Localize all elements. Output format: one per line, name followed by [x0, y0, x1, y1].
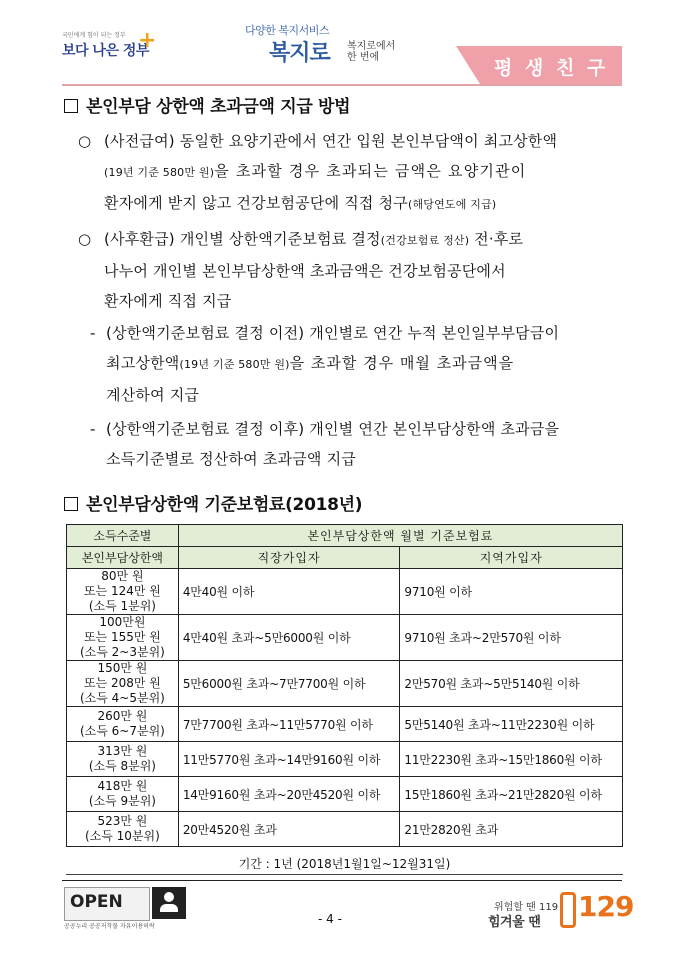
sub2-line1: (상한액기준보험료 결정 이후) 개인별 연간 본인부담상한액 초과금을	[106, 420, 560, 438]
item1-line1: (사전급여) 동일한 요양기관에서 연간 입원 본인부담액이 최고상한액	[104, 132, 558, 150]
sub1-line2-text: 최고상한액	[106, 354, 180, 372]
row-regional-premium: 21만2820원 초과	[400, 812, 623, 847]
sub2-line2: 소득기준별로 정산하여 초과금액 지급	[106, 450, 356, 468]
row-income-label	[67, 742, 179, 777]
item1-line2-text: 을 초과할 경우 초과되는 금액은 요양기관이	[214, 162, 527, 180]
row-income-label	[67, 569, 179, 615]
table-col-regional: 지역가입자	[400, 547, 623, 569]
row-income-label-line: 100만원	[99, 615, 146, 629]
row-income-label	[67, 777, 179, 812]
item1-line3-note: (해당연도에 지급)	[407, 198, 497, 211]
table-group-header: 본인부담상한액 월별 기준보험료	[178, 525, 622, 547]
subitem-after-decision	[90, 414, 624, 474]
row-employee-premium: 5만6000원 초과~7만7700원 이하	[178, 661, 400, 707]
banner-text: 평 생 친 구	[494, 57, 609, 79]
row-regional-premium: 11만2230원 초과~15만1860원 이하	[400, 742, 623, 777]
section-title-payment-method	[64, 92, 350, 117]
item2-line1-note: (건강보험료 정산)	[380, 234, 470, 247]
sub1-line2-tail: 을 초과할 경우 매월 초과금액을	[289, 354, 515, 372]
sub1-line2	[106, 348, 624, 380]
row-employee-premium: 14만9160원 초과~20만4520원 이하	[178, 777, 400, 812]
row-employee-premium: 20만4520원 초과	[178, 812, 400, 847]
bokjiro-tagline: 다양한 복지서비스	[245, 24, 330, 37]
row-employee-premium: 4만40원 이하	[178, 569, 400, 615]
item1-line3-text: 환자에게 받지 않고 건강보험공단에 직접 청구	[104, 194, 408, 212]
attribution-icon	[152, 887, 186, 919]
table-row	[67, 569, 623, 615]
banner-tail-shape	[456, 46, 480, 84]
item-refund	[78, 224, 624, 316]
item2-line2: 나누어 개인별 본인부담상한액 초과금액은 건강보험공단에서	[104, 262, 506, 280]
item2-line1-tail: 전·후로	[469, 230, 524, 248]
row-income-label-line: 또는 208만 원	[83, 676, 161, 690]
row-regional-premium: 15만1860원 초과~21만2820원 이하	[400, 777, 623, 812]
row-income-label	[67, 615, 179, 661]
section-title-text: 본인부담 상한액 초과금액 지급 방법	[86, 97, 351, 117]
table-corner-header-top: 소득수준별	[67, 525, 179, 547]
sub1-line1: (상한액기준보험료 결정 이전) 개인별로 연간 누적 본인일부부담금이	[106, 324, 560, 342]
hotline-line1: 위험할 땐 119	[494, 902, 559, 913]
header-banner	[480, 46, 622, 84]
row-employee-premium: 7만7700원 초과~11만5770원 이하	[178, 707, 400, 742]
hotline-129-logo	[484, 884, 634, 930]
item1-line2-note: (19년 기준 580만 원)	[104, 166, 215, 179]
row-regional-premium: 9710원 이하	[400, 569, 623, 615]
item2-line3: 환자에게 직접 지급	[104, 292, 232, 310]
government-logo	[62, 28, 157, 66]
table-row	[67, 661, 623, 707]
row-income-label	[67, 707, 179, 742]
table-subheader-row	[67, 547, 623, 569]
sub1-line3: 계산하여 지급	[106, 386, 200, 404]
item1-line2	[104, 156, 624, 188]
row-income-label-line: (소득 1분위)	[88, 599, 156, 613]
row-income-label-line: (소득 8분위)	[88, 759, 156, 773]
government-logo-slogan: 국민에게 힘이 되는 정부	[62, 32, 126, 39]
item2-line1-text: (사후환급) 개인별 상한액기준보험료 결정	[104, 230, 381, 248]
circle-bullet-icon: ○	[78, 132, 92, 150]
table-row	[67, 707, 623, 742]
row-income-label	[67, 661, 179, 707]
table-row	[67, 812, 623, 847]
plus-icon: +	[138, 28, 157, 53]
row-employee-premium: 11만5770원 초과~14만9160원 이하	[178, 742, 400, 777]
subitem-before-decision	[90, 318, 624, 410]
premium-table	[66, 524, 623, 847]
phone-icon	[560, 892, 576, 928]
row-regional-premium: 2만570원 초과~5만5140원 이하	[400, 661, 623, 707]
open-logo-caption: 공공누리 공공저작물 자유이용허락	[64, 923, 155, 930]
page-number: - 4 -	[318, 912, 342, 926]
dash-bullet: -	[90, 420, 96, 438]
table-body	[67, 569, 623, 847]
bokjiro-brand: 복지로	[269, 41, 330, 66]
period-note: 기간 : 1년 (2018년1월1일~12월31일)	[238, 857, 451, 871]
row-income-label-line: 523만 원	[97, 814, 148, 828]
dash-bullet: -	[90, 324, 96, 342]
row-income-label-line: 313만 원	[97, 744, 148, 758]
government-logo-text: 보다 나은 정부	[62, 43, 149, 59]
section-title-text: 본인부담상한액 기준보험료(2018년)	[86, 495, 363, 515]
item2-line1	[104, 224, 624, 256]
kogl-open-logo	[64, 887, 188, 929]
row-regional-premium: 9710원 초과~2만570원 이하	[400, 615, 623, 661]
checkbox-square-icon	[64, 497, 78, 511]
sub1-line2-note: (19년 기준 580만 원)	[179, 358, 290, 371]
row-income-label-line: (소득 6~7분위)	[79, 724, 165, 738]
section-title-reference-premium	[64, 490, 362, 515]
row-income-label-line: (소득 9분위)	[88, 794, 156, 808]
row-employee-premium: 4만40원 초과~5만6000원 이하	[178, 615, 400, 661]
footer-divider	[62, 880, 622, 881]
item1-line3	[104, 188, 624, 220]
row-income-label-line: (소득 2~3분위)	[79, 645, 165, 659]
row-regional-premium: 5만5140원 초과~11만2230원 이하	[400, 707, 623, 742]
row-income-label-line: 80만 원	[101, 569, 144, 583]
row-income-label	[67, 812, 179, 847]
table-col-employee: 직장가입자	[178, 547, 400, 569]
table-bottom-divider	[66, 874, 623, 875]
row-income-label-line: (소득 10분위)	[84, 829, 160, 843]
row-income-label-line: 260만 원	[97, 709, 148, 723]
hotline-line2: 힘겨울 땐	[488, 915, 541, 930]
circle-bullet-icon: ○	[78, 230, 92, 248]
row-income-label-line: 또는 124만 원	[83, 584, 161, 598]
row-income-label-line: 또는 155만 원	[83, 630, 161, 644]
hotline-number: 129	[578, 890, 634, 923]
item-advance-payment	[78, 126, 624, 220]
bokjiro-subtext: 복지로에서 한 번에	[347, 41, 396, 63]
bokjiro-logo	[245, 22, 395, 66]
row-income-label-line: 418만 원	[97, 779, 148, 793]
row-income-label-line: 150만 원	[97, 661, 148, 675]
table-header-row	[67, 525, 623, 547]
table-corner-header-bottom: 본인부담상한액	[67, 547, 179, 569]
open-logo-text: OPEN	[70, 892, 123, 912]
checkbox-square-icon	[64, 99, 78, 113]
table-row	[67, 777, 623, 812]
table-row	[67, 615, 623, 661]
table-row	[67, 742, 623, 777]
row-income-label-line: (소득 4~5분위)	[79, 691, 165, 705]
header-divider	[62, 84, 622, 86]
